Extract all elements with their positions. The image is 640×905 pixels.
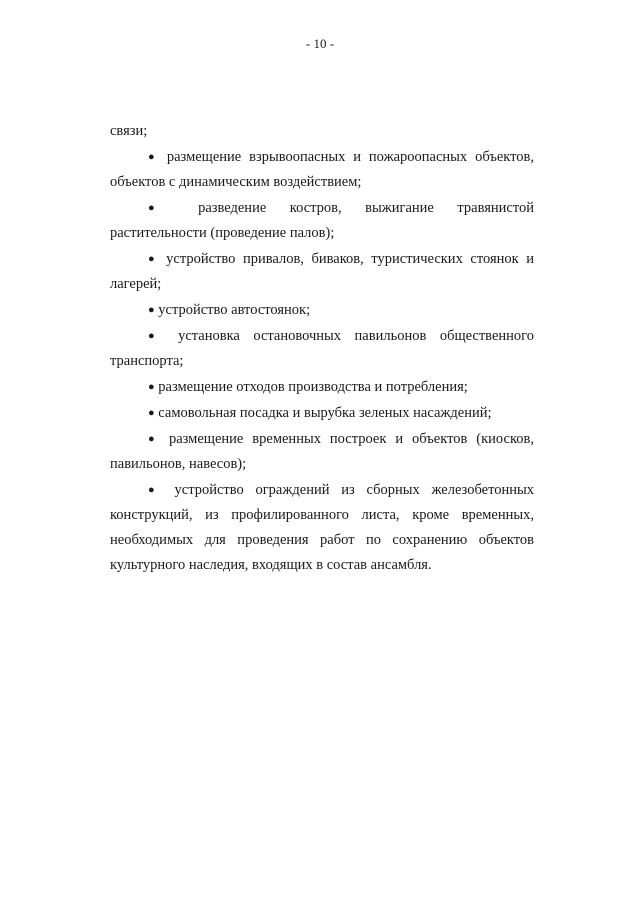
list-item-text: размещение временных построек и объектов (киосков, павильонов, навесов); — [110, 431, 535, 472]
list-item — [110, 427, 534, 477]
body-text — [110, 119, 534, 579]
list-item — [110, 298, 534, 323]
list-item-text: размещение взрывоопасных и пожароопасных объектов, объектов с динамическим воздействием; — [110, 149, 534, 190]
bullet-icon: ● — [148, 330, 165, 342]
bullet-icon: ● — [148, 433, 160, 445]
list-item-text: устройство ограждений из сборных железобетонных конструкций, из профилированного листа, кроме временных, необходимых для проведения работ по сохранению объектов культурного наследия, входящих в состав ансамбля. — [110, 482, 534, 573]
list-item-text: разведение костров, выжигание травянистой растительности (проведение палов); — [110, 200, 535, 241]
bullet-icon: ● — [148, 304, 155, 316]
list-item-text: устройство автостоянок; — [158, 302, 311, 318]
bullet-icon: ● — [148, 407, 155, 419]
list-item-text: самовольная посадка и вырубка зеленых насаждений; — [158, 405, 492, 421]
list-item — [110, 478, 534, 578]
list-item-text: установка остановочных павильонов общественного транспорта; — [110, 328, 534, 369]
list-item — [110, 247, 534, 297]
bullet-icon: ● — [148, 151, 159, 163]
list-item — [110, 375, 534, 400]
bullet-icon: ● — [148, 253, 159, 265]
bullet-icon: ● — [148, 484, 163, 496]
list-item — [110, 401, 534, 426]
list-item — [110, 196, 534, 246]
list-item — [110, 145, 534, 195]
page-number: - 10 - — [305, 36, 335, 51]
bullet-icon: ● — [148, 381, 155, 393]
list-item — [110, 324, 534, 374]
list-item-text: устройство привалов, биваков, туристических стоянок и лагерей; — [110, 251, 534, 292]
intro-text: связи; — [110, 123, 148, 139]
list-item-text: размещение отходов производства и потребления; — [158, 379, 468, 395]
bullet-icon: ● — [148, 202, 175, 214]
